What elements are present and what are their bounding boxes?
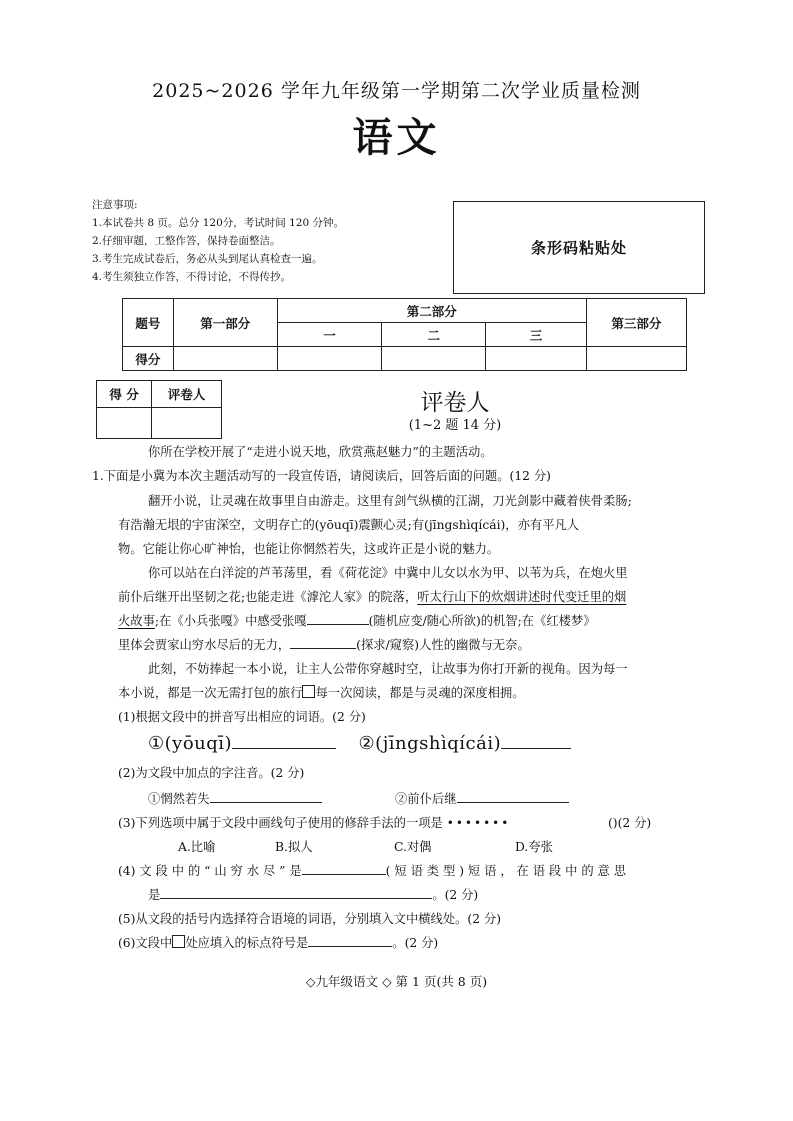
pinyin-prompt-a: ①(yōuqī) (148, 733, 233, 754)
score-cell-sub1[interactable] (277, 347, 381, 371)
barcode-label: 条形码粘贴处 (530, 239, 627, 257)
passage-segment: 前仆后继开出坚韧之花;也能走进《滹沱人家》的院落， (118, 590, 418, 604)
grader-name-label: 评卷人 (152, 381, 222, 408)
header-score: 得分 (123, 347, 174, 371)
grader-box (96, 380, 222, 439)
subquestion-1: (1)根据文段中的拼音写出相应的词语。(2 分) (118, 710, 366, 724)
question-text: 处应填入的标点符号是 (185, 936, 309, 950)
passage-line (118, 585, 626, 609)
punctuation-box-icon[interactable] (302, 685, 315, 698)
phonetic-item-b (395, 787, 569, 811)
passage-segment: 每一次阅读，都是与灵魂的深度相拥。 (315, 686, 525, 700)
word-choice: (随机应变/随心所欲)的机智;在《红楼梦》 (368, 614, 596, 628)
score-cell-part3[interactable] (586, 347, 686, 371)
passage-segment: 里体会贾家山穷水尽后的无力， (118, 638, 291, 652)
option-a[interactable]: A.比喻 (178, 840, 216, 854)
passage-segment: ;在《小兵张嘎》中感受张嘎 (154, 614, 307, 628)
passage-line (118, 633, 530, 657)
header-sub1: 一 (277, 323, 381, 347)
punctuation-box-icon (172, 935, 185, 948)
header-sub2: 二 (382, 323, 486, 347)
fill-blank[interactable] (290, 635, 356, 649)
subquestion-3 (118, 811, 510, 835)
header-part1: 第一部分 (173, 299, 277, 347)
answer-blank[interactable] (160, 885, 432, 899)
question-text: 是 (148, 888, 161, 902)
pinyin-prompt-b: ②(jīngshìqícái) (358, 733, 502, 754)
option-d[interactable]: D.夸张 (515, 840, 553, 854)
passage-line (118, 609, 596, 633)
page-footer: ◇九年级语文 ◇ 第 1 页(共 8 页) (305, 974, 488, 989)
notes-heading: 注意事项: (92, 199, 138, 211)
header-sub3: 三 (486, 323, 586, 347)
note-item: 4.考生须独立作答，不得讨论，不得传抄。 (92, 271, 292, 283)
grader-score-label: 得 分 (97, 381, 152, 408)
emphasis-dots: ••••••• (446, 816, 511, 830)
note-item: 2.仔细审题，工整作答，保持卷面整洁。 (92, 235, 281, 247)
word-choice: (探求/窥察)人性的幽微与无奈。 (356, 638, 530, 652)
pinyin-answer-row (148, 731, 571, 754)
subquestion-5: (5)从文段的括号内选择符合语境的词语，分别填入文中横线处。(2 分) (118, 912, 502, 926)
notes-block (92, 196, 344, 286)
answer-blank[interactable] (457, 789, 569, 803)
score-cell-sub2[interactable] (382, 347, 486, 371)
passage-line: 物。它能让你心旷神怡，也能让你惘然若失，这或许正是小说的魅力。 (118, 542, 500, 556)
passage-line: 此刻，不妨捧起一本小说，让主人公带你穿越时空，让故事为你打开新的视角。因为每一 (148, 662, 628, 676)
passage-segment: 本小说，都是一次无需打包的旅行 (118, 686, 303, 700)
answer-blank[interactable] (501, 731, 571, 749)
header-part3: 第三部分 (586, 299, 686, 347)
exam-title: 2025~2026 学年九年级第一学期第二次学业质量检测 (152, 80, 641, 102)
intro-text: 你所在学校开展了“走进小说天地，欣赏燕赵魅力”的主题活动。 (148, 445, 493, 459)
question-text: 。(2 分) (432, 888, 479, 902)
section-title: 评卷人 (420, 390, 490, 416)
underlined-sentence-end: 火故事 (118, 614, 155, 628)
score-table (122, 298, 687, 371)
phonetic-word: ②前仆后继 (395, 792, 457, 806)
score-cell-sub3[interactable] (486, 347, 586, 371)
option-b[interactable]: B.拟人 (275, 840, 313, 854)
passage-line: 有浩瀚无垠的宇宙深空，文明存亡的(yōuqī)震颤心灵;有(jīngshìqícái)，亦有平凡人 (118, 518, 580, 532)
phonetic-word: ①惘然若失 (148, 792, 210, 806)
grader-name-cell[interactable] (152, 408, 222, 439)
passage-line: 翻开小说，让灵魂在故事里自由游走。这里有剑气纵横的江湖，刀光剑影中藏着侠骨柔肠; (148, 494, 632, 508)
question-text: (6)文段中 (118, 936, 173, 950)
answer-blank[interactable] (232, 731, 336, 749)
subquestion-4-cont (148, 883, 478, 907)
subquestion-6 (118, 931, 438, 955)
barcode-area (453, 201, 705, 294)
answer-blank[interactable] (210, 789, 322, 803)
passage-line: 你可以站在白洋淀的芦苇荡里，看《荷花淀》中冀中儿女以水为甲、以苇为兵，在炮火里 (148, 566, 628, 580)
header-part2: 第二部分 (277, 299, 586, 323)
grader-score-cell[interactable] (97, 408, 152, 439)
underlined-sentence: 听太行山下的炊烟讲述时代变迁里的烟 (417, 590, 627, 604)
fill-blank[interactable] (307, 611, 369, 625)
section-subtitle: (1~2 题 14 分) (408, 418, 502, 433)
note-item: 1.本试卷共 8 页。总分 120分，考试时间 120 分钟。 (92, 217, 344, 229)
passage-line (118, 681, 525, 705)
subquestion-3-score: ()(2 分) (608, 816, 652, 830)
subject-title: 语文 (352, 114, 441, 161)
subquestion-4 (118, 859, 626, 883)
question-text: (4) 文 段 中 的 “ 山 穷 水 尽 ” 是 (118, 864, 302, 878)
q1-stem: 1.下面是小冀为本次主题活动写的一段宣传语，请阅读后，回答后面的问题。(12 分) (92, 469, 551, 483)
question-text: (3)下列选项中属于文段中画线句子使用的修辞手法的一项是 (118, 816, 443, 830)
question-text: ( 短 语 类 型 ) 短 语 ， 在 语 段 中 的 意 思 (385, 864, 627, 878)
subquestion-2: (2)为文段中加点的字注音。(2 分) (118, 766, 305, 780)
answer-blank[interactable] (302, 861, 386, 875)
question-text: 。(2 分) (392, 936, 439, 950)
option-c[interactable]: C.对偶 (394, 840, 432, 854)
header-question: 题号 (123, 299, 174, 347)
phonetic-item-a (148, 787, 322, 811)
answer-blank[interactable] (308, 933, 392, 947)
note-item: 3.考生完成试卷后，务必从头到尾认真检查一遍。 (92, 253, 323, 265)
score-cell-part1[interactable] (173, 347, 277, 371)
